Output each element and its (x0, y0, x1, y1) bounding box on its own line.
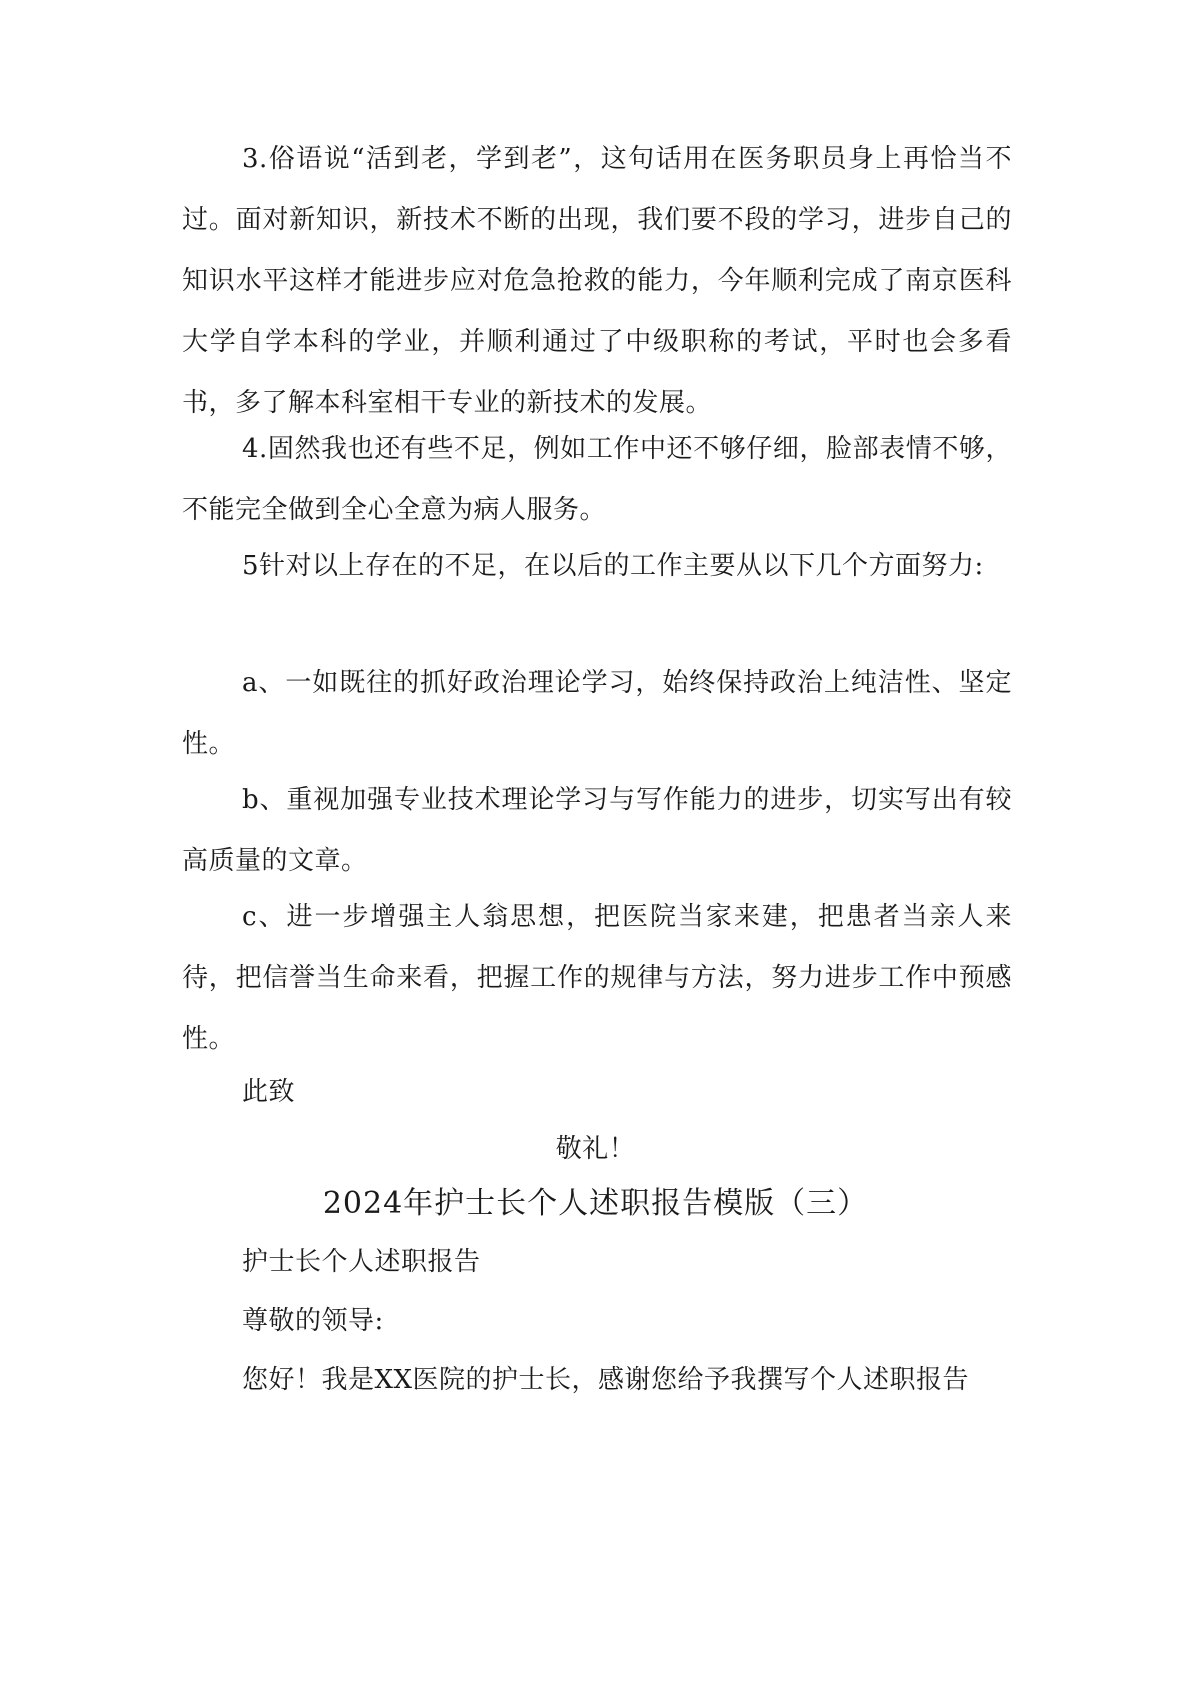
document-title: 2024年护士长个人述职报告模版（三） (322, 1186, 869, 1221)
intro-text: 您好！我是XX医院的护士长，感谢您给予我撰写个人述职报告 (242, 1365, 970, 1395)
paragraph-a-political-study: a、一如既往的抓好政治理论学习，始终保持政治上纯洁性、坚定性。 (182, 668, 1012, 759)
salute-text: 敬礼！ (555, 1134, 636, 1164)
paragraph-b-professional-study: b、重视加强专业技术理论学习与写作能力的进步，切实写出有较高质量的文章。 (182, 785, 1012, 876)
greeting-text: 尊敬的领导: (242, 1306, 384, 1336)
report-subtitle: 护士长个人述职报告 (242, 1247, 481, 1277)
paragraph-3-continuing-learning: 3.俗语说“活到老，学到老”，这句话用在医务职员身上再恰当不过。面对新知识，新技术不断的出现，我们要不段的学习，进步自己的知识水平这样才能进步应对危急抢救的能力，今年顺利完成了南京医科大学自学本科的学业，并顺利通过了中级职称的考试，平时也会多看书，多了解本科室相干专业的新技术的发展。 (182, 144, 1012, 418)
paragraph-4-shortcomings: 4.固然我也还有些不足，例如工作中还不够仔细，脸部表情不够，不能完全做到全心全意为病人服务。 (182, 434, 1012, 525)
paragraph-5-improvement-plan: 5针对以上存在的不足，在以后的工作主要从以下几个方面努力: (242, 551, 984, 581)
paragraph-c-ownership-attitude: c、进一步增强主人翁思想，把医院当家来建，把患者当亲人来待，把信誉当生命来看，把握工作的规律与方法，努力进步工作中预感性。 (182, 902, 1012, 1054)
closing-text: 此致 (242, 1077, 296, 1107)
